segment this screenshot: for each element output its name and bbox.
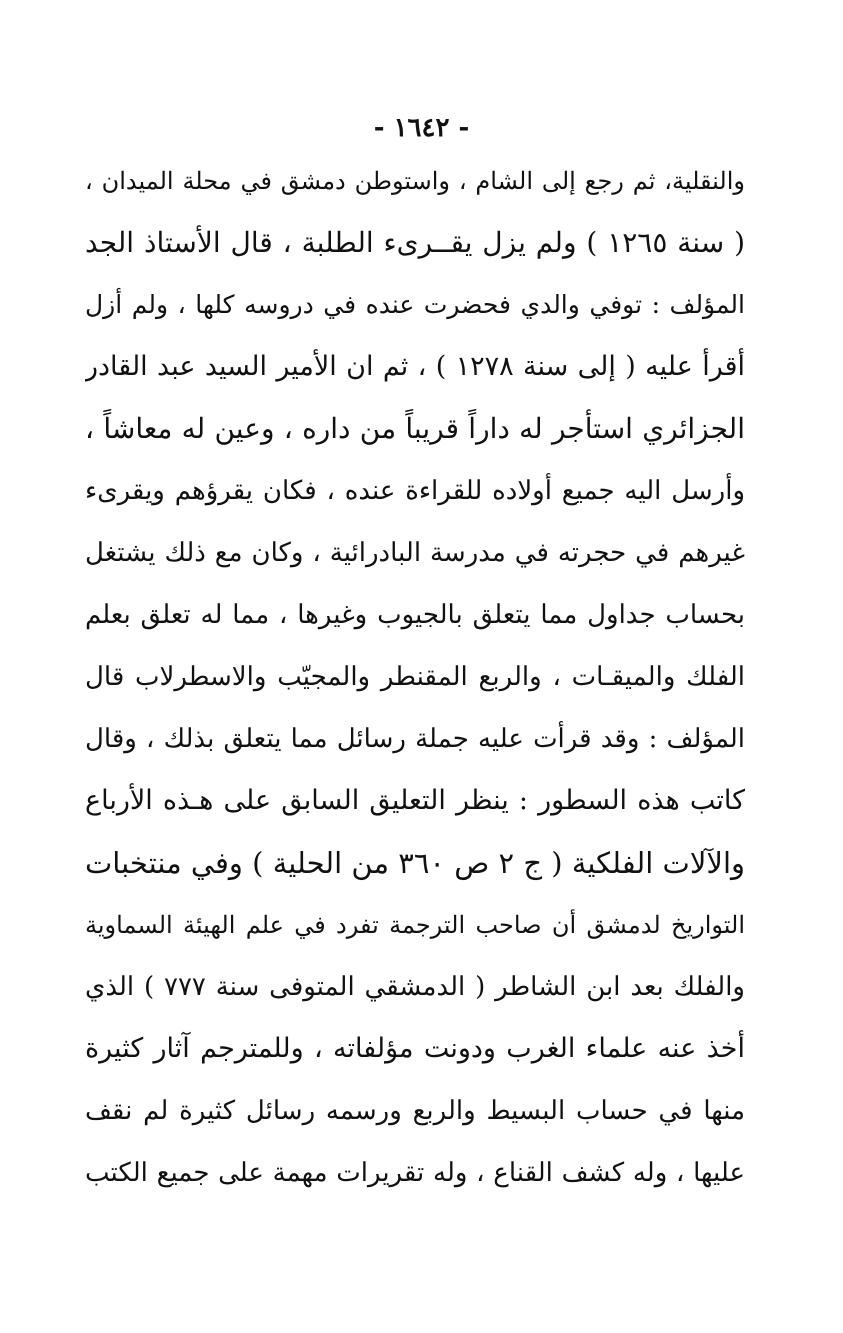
text-line: منها في حساب البسيط والربع ورسمه رسائل كثيرة لم نقف xyxy=(85,1096,745,1126)
text-line: عليها ، وله كشف القناع ، وله تقريرات مهمة على جميع الكتب xyxy=(85,1158,745,1188)
text-line: والفلك بعد ابن الشاطر ( الدمشقي المتوفى سنة ٧٧٧ ) الذي xyxy=(85,972,745,1002)
text-line: وأرسل اليه جميع أولاده للقراءة عنده ، فكان يقرؤهم ويقرىء xyxy=(85,476,745,506)
text-line: أخذ عنه علماء الغرب ودونت مؤلفاته ، وللمترجم آثار كثيرة xyxy=(85,1033,745,1064)
text-line: بحساب جداول مما يتعلق بالجيوب وغيرها ، مما له تعلق بعلم xyxy=(85,600,745,630)
text-line: التواريخ لدمشق أن صاحب الترجمة تفرد في علم الهيئة السماوية xyxy=(85,911,745,939)
text-line: الجزائري استأجر له داراً قريباً من داره ، وعين له معاشاً ، xyxy=(85,412,745,445)
text-line: كاتب هذه السطور : ينظر التعليق السابق على هـذه الأرباع xyxy=(85,785,745,816)
text-line: ( سنة ١٢٦٥ ) ولم يزل يقــرىء الطلبة ، قال الأستاذ الجد xyxy=(85,226,745,259)
text-line: غيرهم في حجرته في مدرسة البادرائية ، وكان مع ذلك يشتغل xyxy=(85,538,745,568)
text-line: المؤلف : توفي والدي فحضرت عنده في دروسه كلها ، ولم أزل xyxy=(85,290,745,319)
text-line: والنقلية، ثم رجع إلى الشام ، واستوطن دمشق في محلة الميدان ، xyxy=(85,167,745,195)
text-line: أقرأ عليه ( إلى سنة ١٢٧٨ ) ، ثم ان الأمير السيد عبد القادر xyxy=(85,351,745,382)
page-number: - ١٦٤٢ - xyxy=(373,113,470,143)
text-line: والآلات الفلكية ( ج ٢ ص ٣٦٠ من الحلية ) وفي منتخبات xyxy=(85,846,745,880)
text-line: المؤلف : وقد قرأت عليه جملة رسائل مما يتعلق بذلك ، وقال xyxy=(85,724,745,754)
text-line: الفلك والميقـات ، والربع المقنطر والمجيّب والاسطرلاب قال xyxy=(85,662,745,692)
body-text xyxy=(85,150,745,1204)
